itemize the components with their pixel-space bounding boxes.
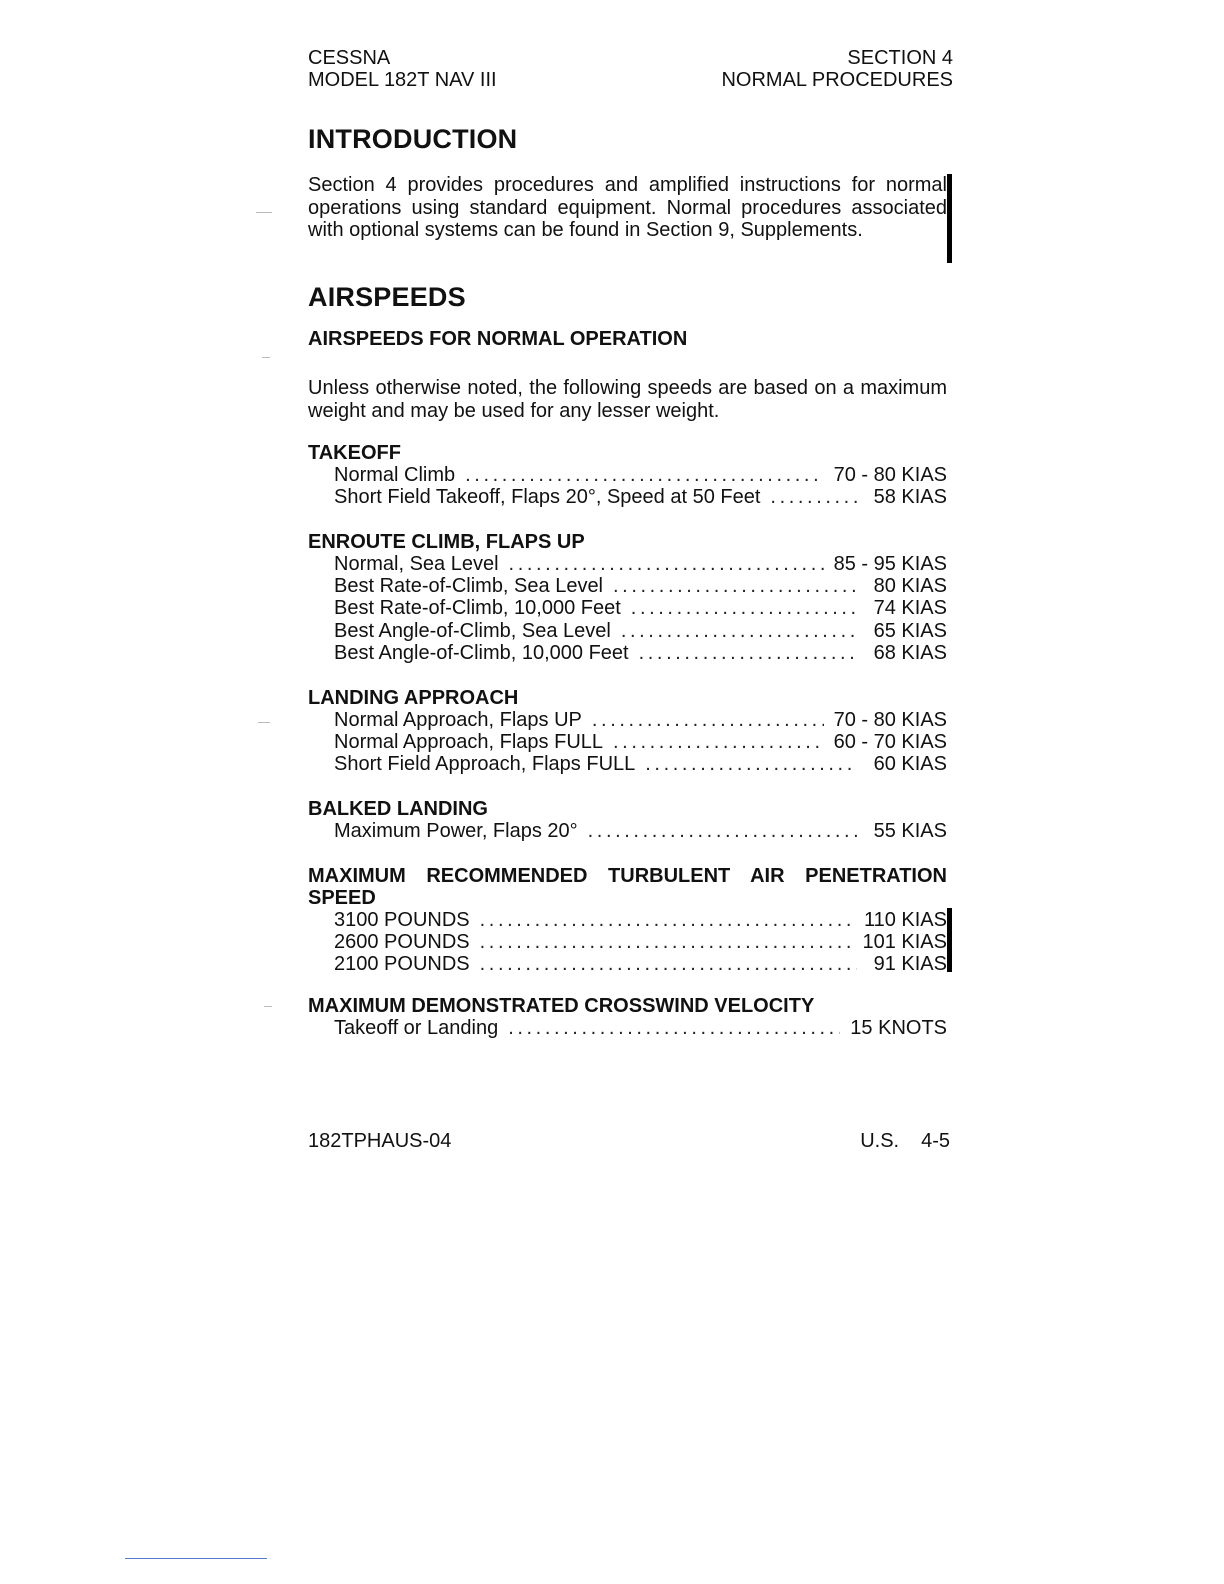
dot-leader	[631, 597, 857, 619]
dot-leader	[770, 486, 857, 508]
speed-value: 85 - 95 KIAS	[833, 553, 947, 575]
speed-row	[308, 620, 947, 642]
speed-label: 2600 POUNDS	[334, 931, 470, 954]
dot-leader	[592, 709, 824, 731]
footer-page	[860, 1130, 950, 1153]
introduction-body: Section 4 provides procedures and amplified instructions for normal operations using standard equipment. Normal procedures associated with optional systems can be found in Section 9, Supplements.	[308, 174, 947, 241]
speed-label: Normal Approach, Flaps FULL	[334, 731, 604, 754]
dot-leader	[480, 931, 853, 953]
speed-label: 2100 POUNDS	[334, 953, 470, 976]
speed-value: 60 - 70 KIAS	[833, 731, 947, 754]
dot-leader	[508, 1017, 840, 1039]
revision-bar	[947, 174, 952, 263]
speed-label: Best Rate-of-Climb, Sea Level	[334, 575, 604, 598]
scan-mark	[264, 1006, 272, 1007]
scan-mark	[256, 212, 272, 213]
group-title: TAKEOFF	[308, 442, 401, 464]
group-enroute-climb	[308, 531, 947, 664]
group-crosswind	[308, 995, 947, 1039]
header-section-title: NORMAL PROCEDURES	[721, 69, 953, 91]
header-model: MODEL 182T NAV III	[308, 69, 497, 91]
speed-value: 91 KIAS	[873, 953, 947, 976]
speed-row	[308, 953, 947, 975]
speed-label: Best Rate-of-Climb, 10,000 Feet	[334, 597, 621, 620]
dot-leader	[588, 820, 857, 842]
header-manufacturer: CESSNA	[308, 47, 391, 69]
scan-mark	[258, 722, 270, 723]
header-section: SECTION 4	[847, 47, 953, 69]
group-takeoff	[308, 442, 947, 508]
dot-leader	[465, 464, 823, 486]
dot-leader	[639, 642, 857, 664]
speed-value: 68 KIAS	[873, 641, 947, 664]
speed-value: 74 KIAS	[873, 597, 947, 620]
airspeeds-heading: AIRSPEEDS	[308, 282, 466, 312]
footer-document-id: 182TPHAUS-04	[308, 1130, 452, 1152]
group-title: ENROUTE CLIMB, FLAPS UP	[308, 531, 585, 553]
speed-value: 65 KIAS	[873, 619, 947, 642]
airspeeds-subheading: AIRSPEEDS FOR NORMAL OPERATION	[308, 328, 688, 350]
speed-value: 70 - 80 KIAS	[833, 464, 947, 486]
speed-label: Normal, Sea Level	[334, 553, 499, 575]
speed-row	[308, 553, 947, 575]
speed-row	[308, 931, 947, 953]
introduction-heading: INTRODUCTION	[308, 124, 518, 154]
dot-leader	[480, 953, 857, 975]
dot-leader	[645, 753, 857, 775]
speed-row	[308, 820, 947, 842]
header-right	[721, 47, 953, 91]
group-landing-approach	[308, 687, 947, 776]
scan-mark	[262, 357, 270, 358]
speed-row	[308, 731, 947, 753]
speed-value: 15 KNOTS	[850, 1017, 947, 1039]
footer-region: U.S.	[860, 1130, 900, 1152]
speed-row	[308, 709, 947, 731]
speed-label: Takeoff or Landing	[334, 1017, 499, 1039]
speed-value: 55 KIAS	[873, 820, 947, 842]
speed-label: Best Angle-of-Climb, 10,000 Feet	[334, 641, 629, 664]
group-title: LANDING APPROACH	[308, 687, 519, 709]
speed-label: 3100 POUNDS	[334, 909, 470, 931]
speed-row	[308, 575, 947, 597]
speed-row	[308, 909, 947, 931]
group-title: MAXIMUM RECOMMENDED TURBULENT AIR PENETRATION SPEED	[308, 865, 947, 909]
speed-value: 80 KIAS	[873, 575, 947, 598]
speed-row	[308, 642, 947, 664]
speed-row	[308, 1017, 947, 1039]
revision-bar	[947, 908, 952, 972]
group-balked-landing	[308, 798, 947, 842]
speed-value: 70 - 80 KIAS	[833, 709, 947, 731]
dot-leader	[613, 575, 857, 597]
speed-label: Short Field Takeoff, Flaps 20°, Speed at 50 Feet	[334, 486, 761, 509]
underline-mark	[125, 1558, 267, 1559]
speed-value: 110 KIAS	[863, 909, 947, 931]
speed-label: Normal Approach, Flaps UP	[334, 709, 582, 731]
dot-leader	[480, 909, 854, 931]
dot-leader	[613, 731, 824, 753]
header-left	[308, 47, 497, 91]
speed-label: Best Angle-of-Climb, Sea Level	[334, 619, 611, 642]
footer-page-number: 4-5	[921, 1130, 950, 1152]
group-turbulent-air	[308, 865, 947, 976]
speed-value: 60 KIAS	[873, 753, 947, 776]
dot-leader	[621, 620, 857, 642]
speed-row	[308, 486, 947, 508]
speed-row	[308, 753, 947, 775]
speed-row	[308, 597, 947, 619]
group-title: BALKED LANDING	[308, 798, 488, 820]
group-title: MAXIMUM DEMONSTRATED CROSSWIND VELOCITY	[308, 995, 815, 1017]
speed-label: Short Field Approach, Flaps FULL	[334, 753, 636, 776]
speed-label: Maximum Power, Flaps 20°	[334, 820, 578, 842]
dot-leader	[509, 553, 824, 575]
speed-value: 101 KIAS	[862, 931, 947, 954]
speed-row	[308, 464, 947, 486]
speed-value: 58 KIAS	[873, 486, 947, 509]
speed-label: Normal Climb	[334, 464, 456, 486]
airspeeds-note: Unless otherwise noted, the following speeds are based on a maximum weight and may be used for any lesser weight.	[308, 377, 947, 422]
